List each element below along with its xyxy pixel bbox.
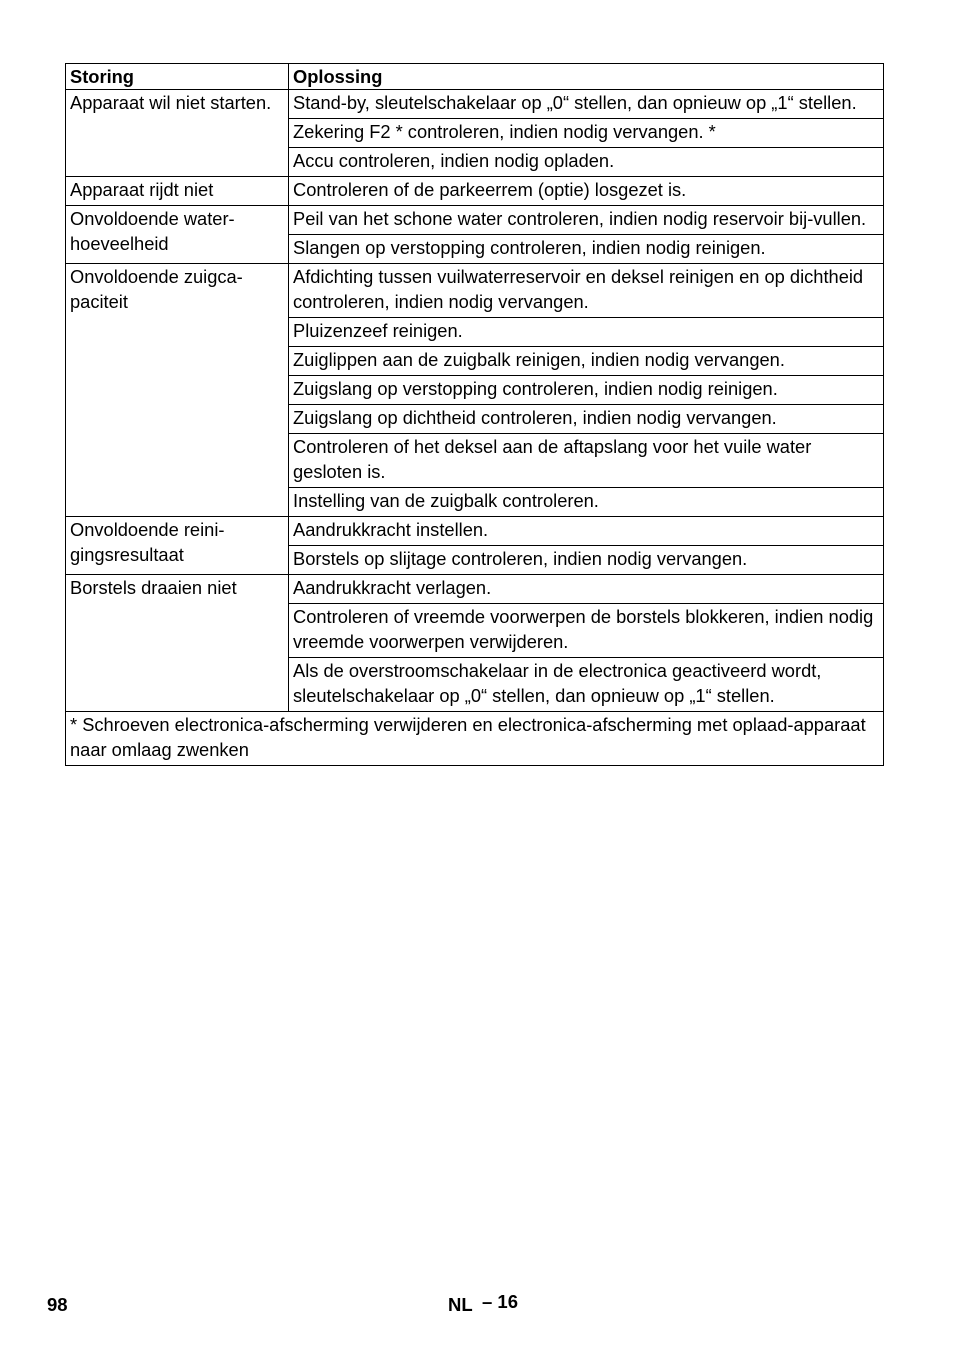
fault-cell: Onvoldoende zuigca-paciteit	[66, 264, 289, 517]
solution-cell: Als de overstroomschakelaar in de electronica geactiveerd wordt, sleutelschakelaar op „0“ stellen, dan opnieuw op „1“ stellen.	[289, 658, 884, 712]
solution-cell: Aandrukkracht instellen.	[289, 517, 884, 546]
table-row	[66, 517, 884, 546]
solution-column-header: Oplossing	[289, 64, 884, 90]
fault-cell: Onvoldoende water-hoeveelheid	[66, 206, 289, 264]
table-body	[66, 90, 884, 766]
section-page-number: – 16	[482, 1291, 519, 1312]
table-row	[66, 90, 884, 119]
solution-cell: Zekering F2 * controleren, indien nodig vervangen. *	[289, 119, 884, 148]
solution-cell: Controleren of de parkeerrem (optie) losgezet is.	[289, 177, 884, 206]
solution-cell: Slangen op verstopping controleren, indien nodig reinigen.	[289, 235, 884, 264]
fault-column-header: Storing	[66, 64, 289, 90]
troubleshooting-table	[65, 63, 884, 766]
fault-cell: Onvoldoende reini-gingsresultaat	[66, 517, 289, 575]
solution-cell: Peil van het schone water controleren, indien nodig reservoir bij-vullen.	[289, 206, 884, 235]
solution-cell: Borstels op slijtage controleren, indien nodig vervangen.	[289, 546, 884, 575]
table-row	[66, 177, 884, 206]
fault-cell: Apparaat wil niet starten.	[66, 90, 289, 177]
table-row	[66, 575, 884, 604]
solution-cell: Aandrukkracht verlagen.	[289, 575, 884, 604]
fault-cell: Borstels draaien niet	[66, 575, 289, 712]
table-header-row	[66, 64, 884, 90]
solution-cell: Zuiglippen aan de zuigbalk reinigen, indien nodig vervangen.	[289, 347, 884, 376]
solution-cell: Zuigslang op dichtheid controleren, indien nodig vervangen.	[289, 405, 884, 434]
language-code: NL	[448, 1294, 473, 1315]
page-number: 98	[47, 1294, 68, 1315]
fault-cell: Apparaat rijdt niet	[66, 177, 289, 206]
solution-cell: Accu controleren, indien nodig opladen.	[289, 148, 884, 177]
solution-cell: Pluizenzeef reinigen.	[289, 318, 884, 347]
table-row	[66, 206, 884, 235]
solution-cell: Controleren of vreemde voorwerpen de borstels blokkeren, indien nodig vreemde voorwerpen verwijderen.	[289, 604, 884, 658]
footnote-cell: * Schroeven electronica-afscherming verwijderen en electronica-afscherming met oplaad-apparaat naar omlaag zwenken	[66, 712, 884, 766]
solution-cell: Instelling van de zuigbalk controleren.	[289, 488, 884, 517]
solution-cell: Afdichting tussen vuilwaterreservoir en deksel reinigen en op dichtheid controleren, indien nodig vervangen.	[289, 264, 884, 318]
footnote-row	[66, 712, 884, 766]
table-row	[66, 264, 884, 318]
solution-cell: Stand-by, sleutelschakelaar op „0“ stellen, dan opnieuw op „1“ stellen.	[289, 90, 884, 119]
solution-cell: Zuigslang op verstopping controleren, indien nodig reinigen.	[289, 376, 884, 405]
solution-cell: Controleren of het deksel aan de aftapslang voor het vuile water gesloten is.	[289, 434, 884, 488]
